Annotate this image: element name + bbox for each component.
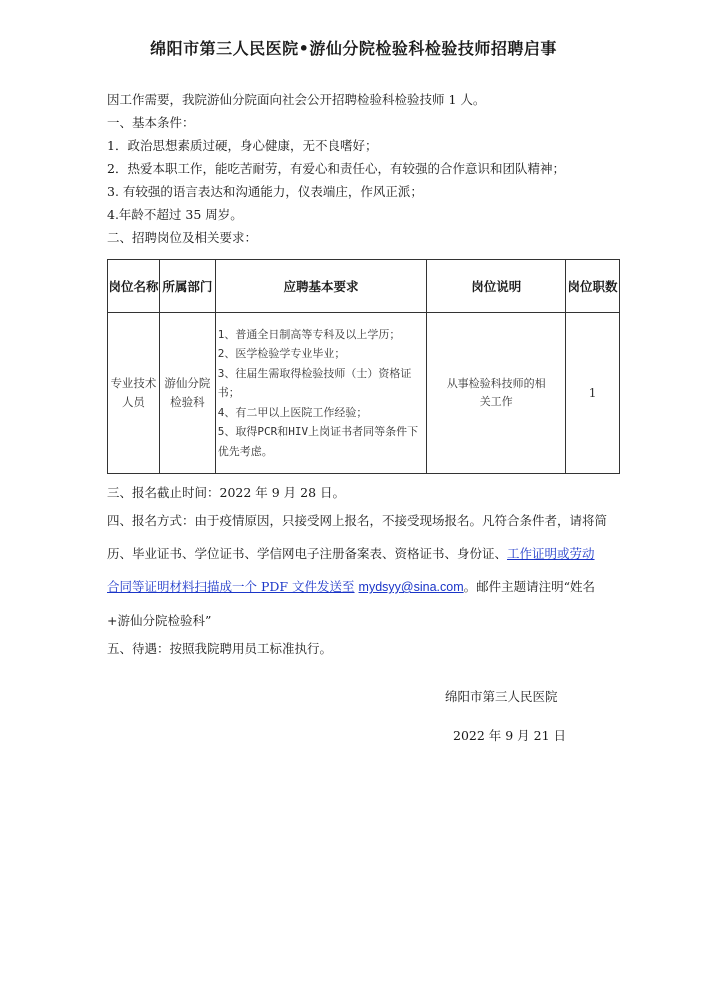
- section4-application: [107, 504, 607, 637]
- section5-benefits: 五、待遇：按照我院聘用员工标准执行。: [107, 641, 333, 656]
- header-description: 岗位说明: [427, 260, 566, 313]
- requirement-item: 2、医学检验学专业毕业；: [217, 347, 346, 361]
- signature-org: 绵阳市第三人民医院: [445, 689, 558, 704]
- section4-text: 四、报名方式：由于疫情原因，只接受网上报名，不接受现场报名。凡符合条件者，请将简历、毕业证书、学位证书、学信网电子注册备案表、资格证书、身份证、: [107, 513, 608, 561]
- requirement-item: 4、有二甲以上医院工作经验；: [217, 405, 368, 419]
- document-title: 绵阳市第三人民医院•游仙分院检验科检验技师招聘启事: [150, 39, 557, 58]
- cell-count: 1: [566, 313, 620, 474]
- condition-item-4: 4.年龄不超过 35 周岁。: [107, 207, 243, 222]
- section1-heading: 一、基本条件：: [107, 115, 195, 130]
- recruitment-table: [107, 259, 620, 474]
- table-header-row: [108, 260, 620, 313]
- intro-text: 因工作需要，我院游仙分院面向社会公开招聘检验科检验技师 1 人。: [107, 92, 486, 107]
- cell-department: 游仙分院检验科: [159, 313, 215, 474]
- section4-linked-text[interactable]: 工作证明或劳动合同等证明材料扫描成一个 PDF 文件发送至: [107, 546, 595, 594]
- cell-position: 专业技术人员: [108, 313, 160, 474]
- section4-text-end: 。邮件主题请注明“姓名+游仙分院检验科”: [107, 579, 596, 628]
- header-department: 所属部门: [159, 260, 215, 313]
- cell-requirements: [215, 313, 427, 474]
- header-position: 岗位名称: [108, 260, 160, 313]
- header-requirements: 应聘基本要求: [215, 260, 427, 313]
- email-link[interactable]: mydsyy@sina.com: [358, 580, 464, 594]
- section3-deadline: 三、报名截止时间：2022 年 9 月 28 日。: [107, 485, 346, 500]
- cell-description: 从事检验科技师的相关工作: [427, 313, 566, 474]
- condition-item-1: 1．政治思想素质过硬，身心健康，无不良嗜好；: [107, 138, 378, 153]
- requirement-item: 3、往届生需取得检验技师（士）资格证书；: [217, 366, 412, 400]
- condition-item-2: 2．热爱本职工作，能吃苦耐劳，有爱心和责任心，有较强的合作意识和团队精神；: [107, 161, 565, 176]
- requirement-item: 1、普通全日制高等专科及以上学历；: [217, 327, 401, 341]
- table-row: [108, 313, 620, 474]
- requirement-item: 5、取得PCR和HIV上岗证书者同等条件下优先考虑。: [217, 425, 419, 458]
- signature-date: 2022 年 9 月 21 日: [453, 728, 567, 743]
- section2-heading: 二、招聘岗位及相关要求：: [107, 230, 258, 245]
- condition-item-3: 3. 有较强的语言表达和沟通能力，仪表端庄，作风正派；: [107, 184, 423, 199]
- header-count: 岗位职数: [566, 260, 620, 313]
